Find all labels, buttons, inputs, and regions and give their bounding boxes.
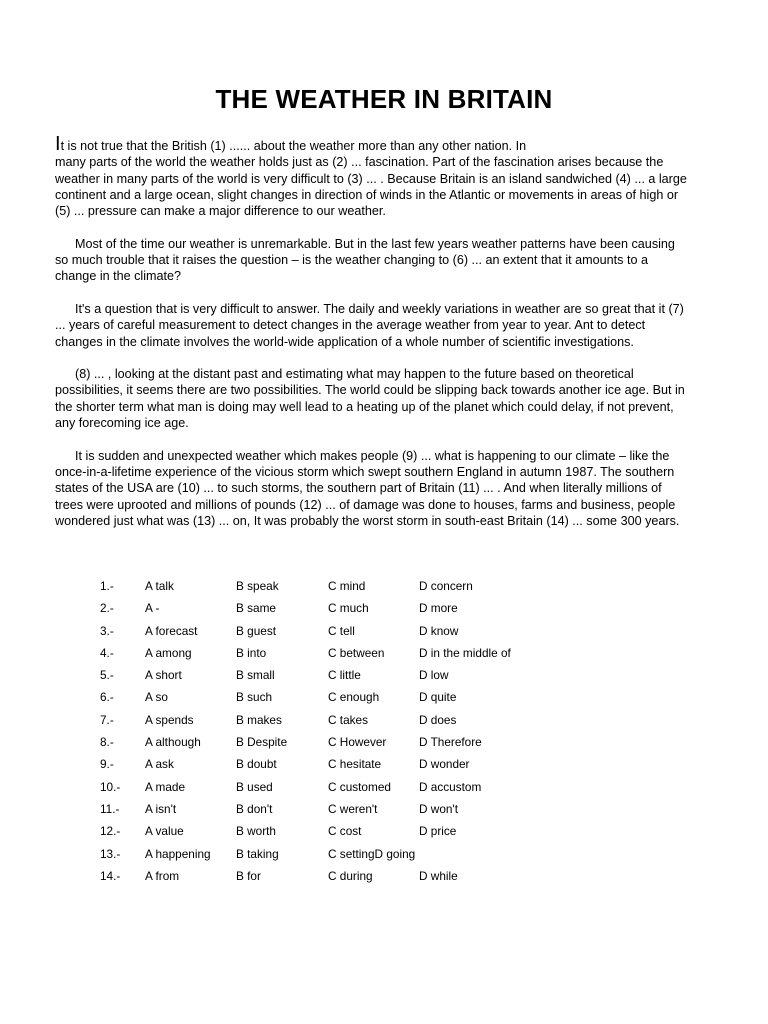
line-text: It's a question that is very difficult to answer. The daily and weekly variations in weather are so great that it (7) xyxy=(75,301,684,316)
option-d: D wonder xyxy=(419,757,470,772)
text-line xyxy=(55,187,717,203)
line-text: any forecoming ice age. xyxy=(55,416,189,431)
option-a: A forecast xyxy=(145,623,198,638)
question-number: 5.- xyxy=(100,668,114,683)
option-b: B into xyxy=(236,645,267,660)
line-text: trees were uprooted and millions of pounds (12) ... of damage was done to houses, farms and business, people xyxy=(55,497,676,512)
question-number: 3.- xyxy=(100,623,114,638)
paragraph xyxy=(55,236,717,285)
line-text: (8) ... , looking at the distant past and estimating what may happen to the future based on theoretical xyxy=(75,367,634,382)
line-text: states of the USA are (10) ... to such storms, the southern part of Britain (11) ... . And when literally millions of xyxy=(55,481,662,496)
option-d: D quite xyxy=(419,690,457,705)
question-number: 11.- xyxy=(100,801,120,816)
option-d: D won't xyxy=(419,801,458,816)
line-text: change in the climate? xyxy=(55,269,182,284)
option-a: A so xyxy=(145,690,168,705)
option-b: B worth xyxy=(236,824,276,839)
line-text: wondered just what was (13) ... on, It was probably the worst storm in south-east Britain (14) ... some 300 years. xyxy=(55,513,680,528)
option-a: A short xyxy=(145,668,182,683)
line-text: the shorter term what man is doing may well lead to a heating up of the planet which could delay, if not prevent, xyxy=(55,399,674,414)
option-b: B guest xyxy=(236,623,277,638)
line-text: It is sudden and unexpected weather which makes people (9) ... what is happening to our climate – like the xyxy=(75,448,670,463)
option-c: C much xyxy=(328,601,369,616)
text-line xyxy=(55,448,717,464)
option-d: D while xyxy=(419,868,458,883)
option-a: A - xyxy=(145,601,160,616)
question-number: 9.- xyxy=(100,757,114,772)
option-a: A isn't xyxy=(145,801,177,816)
option-a: A although xyxy=(145,735,201,750)
page-title: THE WEATHER IN BRITAIN xyxy=(215,84,553,114)
option-c: C However xyxy=(328,735,387,750)
option-b: B don't xyxy=(236,801,273,816)
text-line xyxy=(55,268,717,284)
line-text: changes in the climate involves the world-wide application of a whole number of scientific investigations. xyxy=(55,334,634,349)
option-b: B used xyxy=(236,779,273,794)
option-c: C between xyxy=(328,645,385,660)
option-c: C weren't xyxy=(328,801,378,816)
paragraph xyxy=(55,133,717,219)
paragraph xyxy=(55,301,717,350)
option-b: B for xyxy=(236,868,261,883)
line-text: weather in many parts of the world is very difficult to (3) ... . Because Britain is an island sandwiched (4) ... a large xyxy=(55,171,687,186)
option-c: C tell xyxy=(328,623,355,638)
option-b: B small xyxy=(236,668,275,683)
question-number: 1.- xyxy=(100,579,114,593)
text-line xyxy=(55,252,717,268)
option-a: A made xyxy=(145,779,186,794)
option-c: C takes xyxy=(328,712,368,727)
option-b: B speak xyxy=(236,579,279,593)
line-text: once-in-a-lifetime experience of the vicious storm which swept southern England in autumn 1987. The southern xyxy=(55,464,675,479)
option-b: B makes xyxy=(236,712,282,727)
line-text: so much trouble that it raises the question – is the weather changing to (6) ... an extent that it amounts to a xyxy=(55,253,648,268)
option-a: A among xyxy=(145,645,192,660)
drop-cap: I xyxy=(55,133,61,155)
option-b: B taking xyxy=(236,846,279,861)
question-number: 6.- xyxy=(100,690,114,705)
option-c: C hesitate xyxy=(328,757,382,772)
option-c: C mind xyxy=(328,579,366,593)
option-d: D Therefore xyxy=(419,735,482,750)
option-b: B such xyxy=(236,690,273,705)
text-line xyxy=(55,301,717,317)
option-c: C enough xyxy=(328,690,380,705)
text-line xyxy=(55,133,717,155)
text-line xyxy=(55,480,717,496)
question-number: 2.- xyxy=(100,601,114,616)
question-number: 10.- xyxy=(100,779,121,794)
line-text: ... years of careful measurement to detect changes in the average weather from year to year. Ant to detect xyxy=(55,318,646,333)
question-number: 12.- xyxy=(100,824,121,839)
option-a: A ask xyxy=(145,757,174,772)
option-a: A talk xyxy=(145,579,174,593)
option-d: D concern xyxy=(419,579,473,593)
option-c: C during xyxy=(328,868,373,883)
option-d: D does xyxy=(419,712,457,727)
option-b: B doubt xyxy=(236,757,277,772)
text-line xyxy=(55,154,717,170)
paragraph xyxy=(55,448,717,529)
option-b: B Despite xyxy=(236,735,288,750)
line-text: (5) ... pressure can make a major difference to our weather. xyxy=(55,204,386,219)
article-body xyxy=(55,133,717,545)
option-b: B same xyxy=(236,601,276,616)
question-number: 7.- xyxy=(100,712,114,727)
option-c: C cost xyxy=(328,824,362,839)
option-d: D low xyxy=(419,668,449,683)
option-a: A value xyxy=(145,824,184,839)
option-c: C little xyxy=(328,668,361,683)
text-line xyxy=(55,236,717,252)
text-line xyxy=(55,203,717,219)
option-c: C customed xyxy=(328,779,391,794)
line-text: possibilities, it seems there are two possibilities. The world could be slipping back towards another ice age. But in xyxy=(55,383,685,398)
option-a: A from xyxy=(145,868,180,883)
text-line xyxy=(55,366,717,382)
option-c: C settingD going xyxy=(328,846,416,861)
question-number: 14.- xyxy=(100,868,121,883)
text-line xyxy=(55,171,717,187)
text-line xyxy=(55,382,717,398)
question-number: 13.- xyxy=(100,846,121,861)
text-line xyxy=(55,513,717,529)
line-text: t is not true that the British (1) ...... about the weather more than any other nation. In xyxy=(60,139,527,153)
option-d: D more xyxy=(419,601,458,616)
text-line xyxy=(55,317,717,333)
text-line xyxy=(55,464,717,480)
text-line xyxy=(55,415,717,431)
text-line xyxy=(55,399,717,415)
paragraph xyxy=(55,366,717,431)
text-line xyxy=(55,334,717,350)
line-text: many parts of the world the weather holds just as (2) ... fascination. Part of the fascination arises because the xyxy=(55,155,664,170)
option-d: D know xyxy=(419,623,459,638)
text-line xyxy=(55,497,717,513)
line-text: continent and a large ocean, slight changes in direction of winds in the Atlantic or movements in areas of high or xyxy=(55,187,679,202)
option-a: A happening xyxy=(145,846,211,861)
question-number: 4.- xyxy=(100,645,114,660)
question-number: 8.- xyxy=(100,735,114,750)
option-a: A spends xyxy=(145,712,194,727)
option-d: D in the middle of xyxy=(419,645,511,660)
line-text: Most of the time our weather is unremarkable. But in the last few years weather patterns have been causing xyxy=(75,236,675,251)
option-d: D accustom xyxy=(419,779,482,794)
option-d: D price xyxy=(419,824,457,839)
